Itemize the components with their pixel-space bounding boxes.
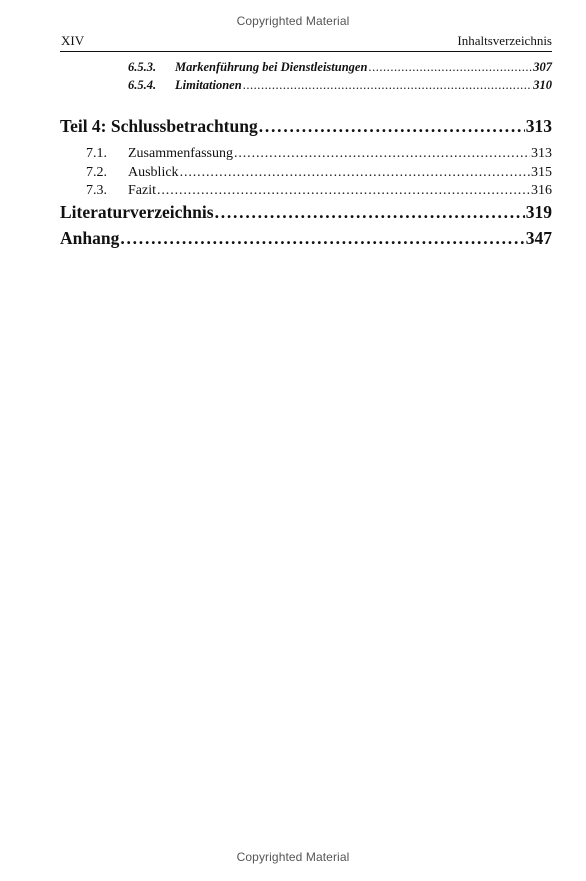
toc-entry-number: 7.1. <box>86 146 107 161</box>
toc-entry-7-3[interactable] <box>60 183 552 202</box>
dot-leader <box>120 228 524 249</box>
toc-entry-page: 313 <box>525 116 552 136</box>
toc-entry-title: Markenführung bei Dienstleistungen <box>175 60 368 74</box>
toc-entry-page: 347 <box>525 227 552 248</box>
toc-entry-6-5-3[interactable] <box>60 60 552 78</box>
toc-entry-page: 307 <box>533 60 552 74</box>
dot-leader <box>234 146 530 162</box>
page-folio: XIV <box>61 33 85 48</box>
table-of-contents <box>60 60 552 254</box>
toc-entry-page: 315 <box>531 164 552 180</box>
toc-entry-page: 319 <box>525 201 552 222</box>
toc-entry-number: 6.5.4. <box>128 78 157 92</box>
dot-leader <box>243 78 533 93</box>
toc-entry-title: Zusammenfassung <box>128 146 233 161</box>
toc-part-title: Teil 4: Schlussbetrachtung <box>60 116 258 136</box>
toc-entry-page: 313 <box>531 146 552 161</box>
copyright-watermark-top: Copyrighted Material <box>236 14 350 28</box>
toc-entry-page: 310 <box>533 78 552 92</box>
toc-entry-title: Ausblick <box>128 164 179 180</box>
copyright-watermark-bottom: Copyrighted Material <box>236 850 350 864</box>
toc-entry-title: Limitationen <box>175 78 242 92</box>
toc-entry-literaturverzeichnis[interactable] <box>60 202 552 228</box>
toc-entry-6-5-4[interactable] <box>60 78 552 96</box>
dot-leader <box>157 183 530 199</box>
toc-entry-page: 316 <box>531 183 552 198</box>
toc-entry-7-2[interactable] <box>60 165 552 184</box>
toc-entry-anhang[interactable] <box>60 228 552 254</box>
dot-leader <box>368 60 532 75</box>
toc-major-title: Literaturverzeichnis <box>60 201 214 222</box>
running-head-title: Inhaltsverzeichnis <box>457 33 552 48</box>
toc-entry-7-1[interactable] <box>60 146 552 165</box>
toc-entry-part-4[interactable] <box>60 116 552 142</box>
toc-entry-number: 7.3. <box>86 183 107 198</box>
toc-entry-number: 7.2. <box>86 164 107 180</box>
running-head <box>60 33 552 52</box>
dot-leader <box>259 116 525 137</box>
dot-leader <box>180 165 530 181</box>
toc-major-title: Anhang <box>60 227 120 248</box>
toc-entry-number: 6.5.3. <box>128 60 157 74</box>
dot-leader <box>215 202 525 223</box>
toc-entry-title: Fazit <box>128 183 156 198</box>
